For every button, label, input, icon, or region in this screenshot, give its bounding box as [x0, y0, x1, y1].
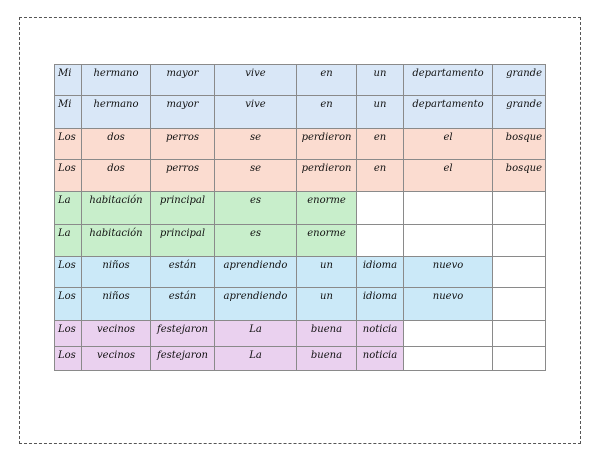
table-row [55, 96, 546, 129]
table-cell: Los [55, 288, 82, 321]
table-cell: noticia [357, 347, 404, 371]
table-cell: perros [151, 129, 215, 160]
table-cell: festejaron [151, 321, 215, 347]
table-cell: La [55, 192, 82, 225]
table-cell [357, 192, 404, 225]
table-cell: están [151, 288, 215, 321]
table-cell: La [215, 347, 297, 371]
table-cell: Los [55, 257, 82, 288]
table-row [55, 321, 546, 347]
table-cell: dos [82, 129, 151, 160]
table-cell: nuevo [404, 288, 493, 321]
table-cell [493, 257, 546, 288]
table-cell: el [404, 129, 493, 160]
table-cell [493, 288, 546, 321]
table-cell: enorme [297, 192, 357, 225]
table-cell: un [297, 288, 357, 321]
table-cell: un [357, 96, 404, 129]
table-cell: es [215, 192, 297, 225]
table-row [55, 257, 546, 288]
table-cell: se [215, 160, 297, 192]
table-cell: se [215, 129, 297, 160]
table-row [55, 288, 546, 321]
table-row [55, 225, 546, 257]
table-cell: nuevo [404, 257, 493, 288]
table-cell: hermano [82, 65, 151, 96]
table-cell: aprendiendo [215, 257, 297, 288]
table-cell: buena [297, 321, 357, 347]
table-cell: vive [215, 96, 297, 129]
table-cell: departamento [404, 65, 493, 96]
table-cell [404, 347, 493, 371]
table-cell: enorme [297, 225, 357, 257]
table-cell: Los [55, 347, 82, 371]
table-cell [493, 192, 546, 225]
table-cell [493, 347, 546, 371]
table-cell: perdieron [297, 160, 357, 192]
table-cell: aprendiendo [215, 288, 297, 321]
table-cell: Mi [55, 65, 82, 96]
table-cell [404, 225, 493, 257]
table-cell: dos [82, 160, 151, 192]
table-cell: en [297, 65, 357, 96]
table-cell: vecinos [82, 347, 151, 371]
table-cell: mayor [151, 96, 215, 129]
table-cell: habitación [82, 192, 151, 225]
table-cell: perros [151, 160, 215, 192]
table-cell: grande [493, 96, 546, 129]
table-cell: Los [55, 129, 82, 160]
table-cell: en [297, 96, 357, 129]
table-cell: idioma [357, 257, 404, 288]
table-cell: mayor [151, 65, 215, 96]
table-row [55, 192, 546, 225]
table-cell [404, 192, 493, 225]
table-cell: hermano [82, 96, 151, 129]
table-cell: idioma [357, 288, 404, 321]
table-cell: La [55, 225, 82, 257]
table-cell: un [297, 257, 357, 288]
table-cell: Mi [55, 96, 82, 129]
table-cell: bosque [493, 160, 546, 192]
table-cell: noticia [357, 321, 404, 347]
table-cell: en [357, 129, 404, 160]
table-cell: un [357, 65, 404, 96]
table-cell: es [215, 225, 297, 257]
table-cell [404, 321, 493, 347]
table-cell: vecinos [82, 321, 151, 347]
table-cell: habitación [82, 225, 151, 257]
table-cell: bosque [493, 129, 546, 160]
table-cell: festejaron [151, 347, 215, 371]
table-cell: departamento [404, 96, 493, 129]
table-cell: buena [297, 347, 357, 371]
table-cell: están [151, 257, 215, 288]
table-cell [493, 321, 546, 347]
table-cell: grande [493, 65, 546, 96]
table-cell: principal [151, 192, 215, 225]
table-row [55, 129, 546, 160]
table-row [55, 65, 546, 96]
table-cell: niños [82, 257, 151, 288]
table-row [55, 347, 546, 371]
table-row [55, 160, 546, 192]
table-cell: Los [55, 160, 82, 192]
table-cell: vive [215, 65, 297, 96]
table-cell: perdieron [297, 129, 357, 160]
sentence-table [54, 64, 546, 371]
table-cell: el [404, 160, 493, 192]
table-cell: principal [151, 225, 215, 257]
table-cell: niños [82, 288, 151, 321]
table-cell: Los [55, 321, 82, 347]
table-cell [493, 225, 546, 257]
table-cell [357, 225, 404, 257]
table-cell: La [215, 321, 297, 347]
table-cell: en [357, 160, 404, 192]
